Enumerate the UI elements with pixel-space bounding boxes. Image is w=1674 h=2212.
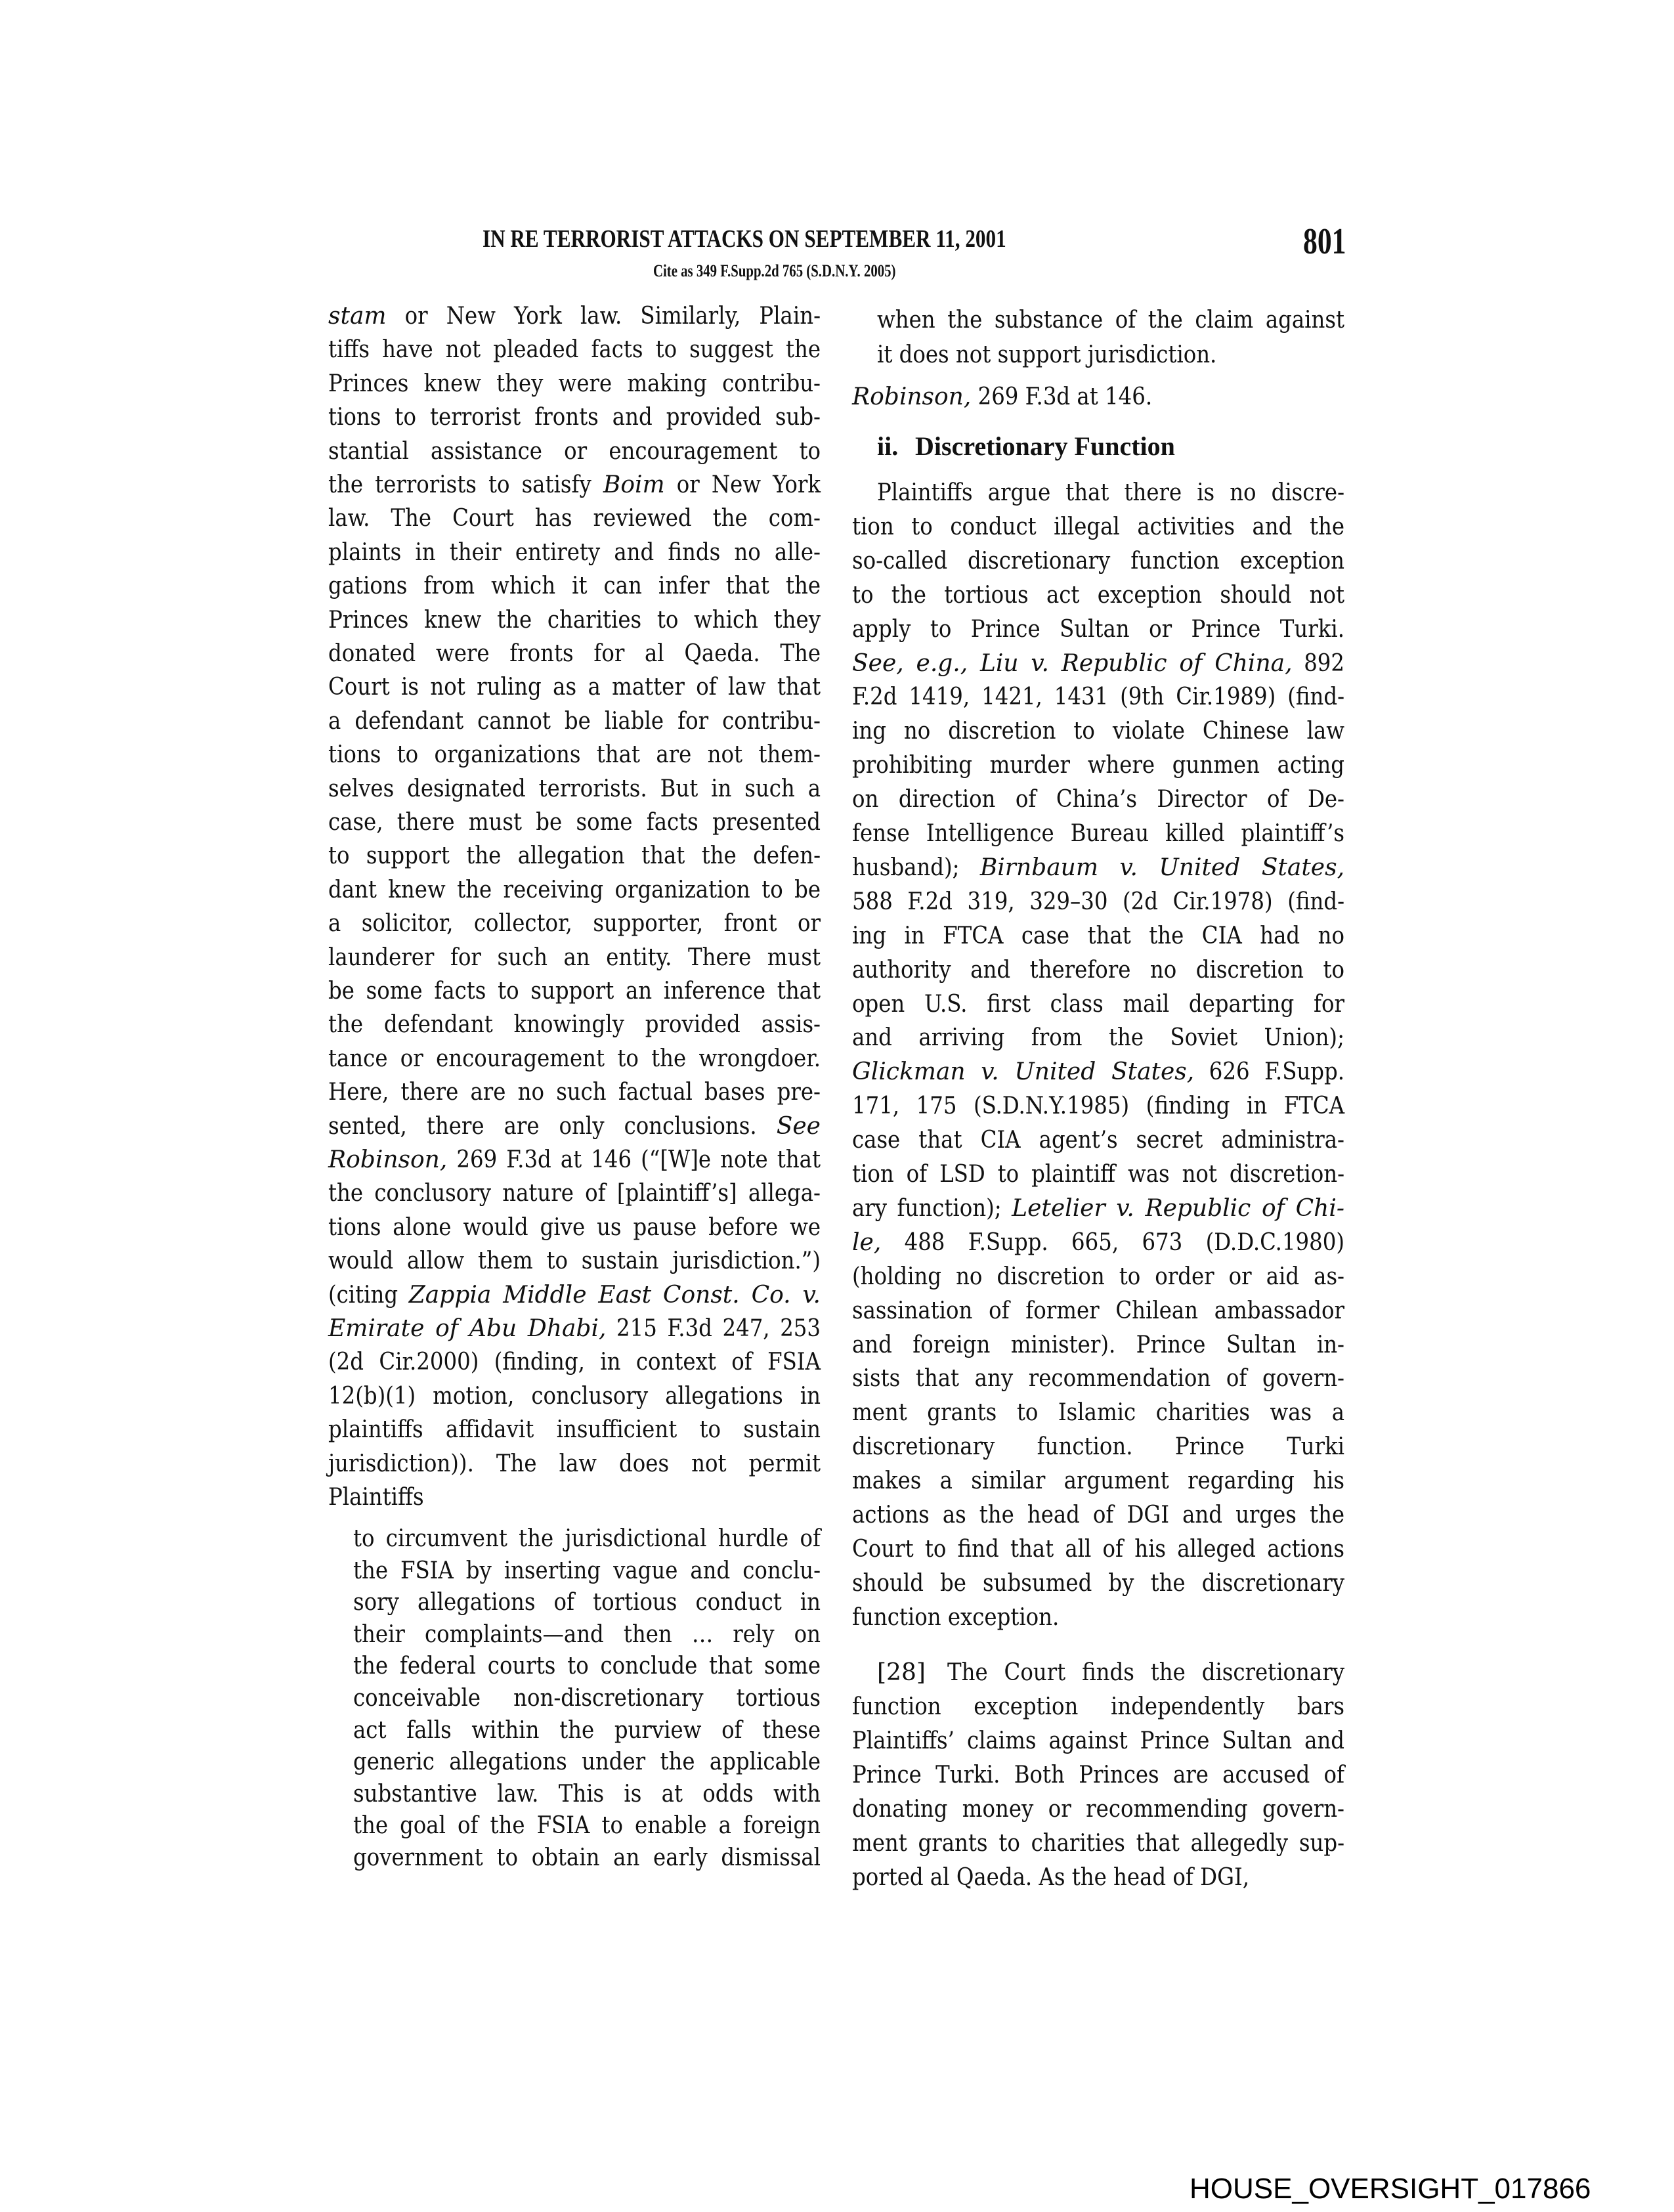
body-text-line [328, 943, 821, 971]
body-text-line [852, 581, 1344, 609]
text-run: Court to find that all of his alleged actions [852, 1535, 1344, 1563]
text-run: sented, there are only conclusions. [328, 1112, 777, 1140]
text-run: to support the allegation that the defen- [328, 842, 821, 870]
text-run: their complaints—and then … rely on [353, 1620, 821, 1648]
body-text-line [852, 615, 1344, 643]
text-run: ary function); [852, 1194, 1012, 1222]
body-text-line [852, 649, 1344, 677]
text-run: Plaintiffs argue that there is no discre- [877, 479, 1344, 506]
text-run: apply to Prince Sultan or Prince Turki. [852, 615, 1344, 643]
text-run: makes a similar argument regarding his [852, 1467, 1344, 1495]
block-quote-line [353, 1846, 821, 1870]
text-run: or New York law. Similarly, Plain- [386, 303, 821, 330]
body-text-line [328, 1418, 821, 1442]
body-text-line [328, 1081, 821, 1104]
italic-citation: Emirate of Abu Dhabi, [328, 1315, 607, 1342]
body-text-line [852, 515, 1344, 539]
text-run: act falls within the purview of these [353, 1716, 821, 1744]
text-run: (citing [328, 1281, 409, 1309]
body-text-line [328, 980, 821, 1003]
body-text-line [852, 1129, 1344, 1152]
text-run: function exception. [852, 1603, 1060, 1631]
text-run: conceivable non-discretionary tortious [353, 1685, 821, 1712]
body-text-line [852, 1535, 1344, 1563]
body-text-line [852, 1729, 1344, 1753]
body-text-line [852, 720, 1344, 743]
text-run: the FSIA by inserting vague and conclu- [353, 1557, 821, 1584]
text-run: 588 F.2d 319, 329–30 (2d Cir.1978) (find- [852, 888, 1344, 915]
block-quote-line [353, 1814, 821, 1838]
text-run: a solicitor, collector, supporter, front or [328, 910, 821, 938]
italic-citation: Boim [603, 471, 665, 498]
text-run: plaints in their entirety and finds no alle- [328, 538, 821, 566]
body-text-line [852, 990, 1344, 1018]
body-text-line [852, 1504, 1344, 1527]
page-number: 801 [1303, 221, 1346, 262]
body-text-line [328, 305, 821, 328]
bates-number: HOUSE_OVERSIGHT_017866 [1190, 2173, 1591, 2205]
text-run: ported al Qaeda. As the head of DGI, [852, 1864, 1250, 1891]
block-quote-line [353, 1716, 821, 1744]
text-run: donated were fronts for al Qaeda. The [328, 640, 821, 667]
running-title: IN RE TERRORIST ATTACKS ON SEPTEMBER 11, 2001 [483, 225, 1006, 253]
text-run: 892 [1292, 649, 1344, 677]
body-text-line [852, 1401, 1344, 1425]
text-run: to the tortious act exception should not [852, 581, 1344, 609]
body-text-line [328, 1452, 821, 1476]
text-run: plaintiffs affidavit insufficient to sustain [328, 1416, 821, 1444]
text-run: would allow them to sustain jurisdiction.”) [328, 1247, 821, 1275]
text-run: sists that any recommendation of govern- [852, 1365, 1344, 1393]
body-text-line [328, 406, 821, 429]
text-run: case, there must be some facts presented [328, 809, 821, 836]
body-text-line [328, 575, 821, 598]
body-text-line [852, 788, 1344, 812]
italic-citation: See [776, 1112, 821, 1140]
body-text-line [852, 1695, 1344, 1719]
text-run: ing no discretion to violate Chinese law [852, 718, 1344, 745]
text-run: gations from which it can infer that the [328, 573, 821, 600]
body-text-line [852, 1435, 1344, 1459]
body-text-line [328, 606, 821, 634]
text-run: Princes knew the charities to which they [328, 606, 821, 634]
body-text-line [328, 1281, 821, 1309]
text-run: ment grants to Islamic charities was a [852, 1399, 1344, 1427]
text-run: 269 F.3d at 146 (“[W]e note that [447, 1146, 821, 1173]
text-run: dant knew the receiving organization to be [328, 876, 821, 903]
body-text-line [852, 1603, 1344, 1631]
text-run: the conclusory nature of [plaintiff’s] allega- [328, 1180, 821, 1207]
text-run: on direction of China’s Director of De- [852, 786, 1344, 813]
text-run: and foreign minister). Prince Sultan in- [852, 1331, 1344, 1358]
italic-citation: Birnbaum v. United States, [979, 854, 1345, 881]
body-text-line [852, 1095, 1344, 1118]
text-run: the defendant knowingly provided assis- [328, 1011, 821, 1039]
italic-citation: le, [852, 1228, 882, 1256]
text-run: and arriving from the Soviet Union); [852, 1024, 1344, 1052]
text-run: tance or encouragement to the wrongdoer. [328, 1045, 821, 1072]
text-run: a defendant cannot be liable for contribu- [328, 707, 821, 735]
text-run: when the substance of the claim against [877, 307, 1344, 334]
text-run: Princes knew they were making contribu- [328, 370, 821, 397]
text-run: launderer for such an entity. There must [328, 943, 821, 971]
body-text-line [328, 912, 821, 936]
text-run: should be subsumed by the discretionary [852, 1569, 1344, 1597]
block-quote-line [353, 1527, 821, 1551]
body-text-line [328, 473, 821, 497]
body-text-line [852, 1331, 1344, 1358]
block-quote-line [353, 1591, 821, 1615]
body-text-line [328, 1486, 821, 1509]
left-column [328, 0, 821, 2212]
quote-source-line [852, 385, 1344, 409]
section-title: Discretionary Function [915, 431, 1175, 461]
text-run: fense Intelligence Bureau killed plaintiff’s [852, 820, 1344, 847]
text-run: Plaintiffs [328, 1484, 424, 1511]
block-quote-line [877, 309, 1344, 332]
body-text-line [328, 1148, 821, 1172]
section-heading [877, 433, 1175, 460]
body-text-line [328, 372, 821, 396]
text-run: 269 F.3d at 146. [971, 383, 1153, 410]
body-text-line [852, 1569, 1344, 1597]
body-text-line [328, 777, 821, 801]
text-run: F.2d 1419, 1421, 1431 (9th Cir.1989) (find- [852, 683, 1344, 711]
text-run: actions as the head of DGI and urges the [852, 1502, 1344, 1529]
text-run: prohibiting murder where gunmen acting [852, 752, 1344, 779]
body-text-line [852, 924, 1344, 948]
text-run: donating money or recommending govern- [852, 1796, 1344, 1823]
italic-citation: Letelier v. Republic of Chi- [1012, 1194, 1344, 1222]
text-run: (holding no discretion to order or aid as- [852, 1263, 1344, 1290]
text-run: tions to terrorist fronts and provided sub- [328, 404, 821, 431]
text-run: tion of LSD to plaintiff was not discretion- [852, 1161, 1344, 1188]
body-text-line [328, 1351, 821, 1374]
text-run: The Court finds the discretionary [947, 1659, 1344, 1686]
italic-citation: Zappia Middle East Const. Co. v. [408, 1281, 821, 1309]
block-quote-line [353, 1750, 821, 1774]
italic-citation: stam [328, 303, 387, 330]
body-text-line [852, 856, 1344, 880]
text-run: function exception independently bars [852, 1693, 1344, 1720]
body-text-line [328, 642, 821, 666]
body-text-line [852, 1469, 1344, 1493]
body-text-line [852, 1163, 1344, 1186]
text-run: it does not support jurisdiction. [877, 341, 1217, 368]
body-text-line [328, 1317, 821, 1341]
body-text-line [328, 1182, 821, 1205]
body-text-line [852, 1265, 1344, 1289]
italic-citation: Robinson, [852, 383, 972, 410]
text-run: tiffs have not pleaded facts to suggest the [328, 336, 821, 364]
text-run: ment grants to charities that allegedly sup- [852, 1830, 1344, 1857]
text-run: generic allegations under the applicable [353, 1748, 821, 1776]
text-run: tions to organizations that are not them- [328, 741, 821, 769]
text-run: to circumvent the jurisdictional hurdle of [353, 1525, 821, 1552]
text-run: be some facts to support an inference that [328, 978, 821, 1005]
body-text-line [852, 956, 1344, 984]
block-quote-line [353, 1780, 821, 1808]
body-text-line [328, 1249, 821, 1273]
body-text-line [852, 1866, 1344, 1890]
text-run: 215 F.3d 247, 253 [606, 1315, 821, 1342]
text-run: sory allegations of tortious conduct in [353, 1589, 821, 1616]
body-text-line [328, 507, 821, 531]
body-text-line [852, 1026, 1344, 1050]
text-run: selves designated terrorists. But in such a [328, 775, 821, 802]
body-text-line [328, 437, 821, 465]
body-text-line [947, 1661, 1344, 1685]
text-run: Here, there are no such factual bases pre- [328, 1079, 821, 1106]
block-quote-line [353, 1620, 821, 1648]
text-run: Prince Turki. Both Princes are accused of [852, 1762, 1344, 1789]
text-run: Plaintiffs’ claims against Prince Sultan and [852, 1727, 1344, 1754]
right-column [852, 0, 1344, 2212]
body-text-line [328, 676, 821, 699]
block-quote-line [877, 343, 1344, 367]
text-run: jurisdiction)). The law does not permit [328, 1450, 821, 1477]
body-text-line [852, 1832, 1344, 1855]
body-text-line [328, 811, 821, 835]
text-run: 171, 175 (S.D.N.Y.1985) (finding in FTCA [852, 1093, 1344, 1120]
text-run: so-called discretionary function exception [852, 547, 1344, 575]
text-run: 488 F.Supp. 665, 673 (D.D.C.1980) [881, 1228, 1344, 1256]
body-text-line [852, 1798, 1344, 1821]
body-text-line [328, 743, 821, 767]
body-text-line [328, 1013, 821, 1037]
text-run: discretionary function. Prince Turki [852, 1433, 1344, 1461]
body-text-line [328, 707, 821, 735]
block-quote-line [353, 1655, 821, 1678]
text-run: sassination of former Chilean ambassador [852, 1297, 1344, 1324]
body-text-line [852, 685, 1344, 709]
text-run: 626 F.Supp. [1194, 1058, 1344, 1086]
body-text-line [328, 338, 821, 362]
italic-citation: See, e.g., Liu v. Republic of China, [852, 649, 1293, 677]
headnote-number: [28] [877, 1659, 926, 1686]
text-run: the federal courts to conclude that some [353, 1653, 821, 1680]
text-run: substantive law. This is at odds with [353, 1780, 821, 1808]
italic-citation: Robinson, [328, 1146, 448, 1173]
italic-citation: Glickman v. United States, [852, 1058, 1195, 1086]
body-text-line [328, 878, 821, 902]
body-text-line [328, 1112, 821, 1140]
body-text-line [328, 1047, 821, 1071]
body-text-line [328, 538, 821, 566]
text-run: case that CIA agent’s secret administra- [852, 1127, 1344, 1154]
text-run: 12(b)(1) motion, conclusory allegations in [328, 1382, 821, 1410]
body-text-line [852, 547, 1344, 575]
text-run: husband); [852, 854, 980, 881]
text-run: the goal of the FSIA to enable a foreign [353, 1812, 821, 1840]
text-run: tion to conduct illegal activities and the [852, 513, 1344, 540]
text-run: the terrorists to satisfy [328, 471, 603, 498]
body-text-line [852, 822, 1344, 846]
body-text-line [852, 1228, 1344, 1256]
text-run: Court is not ruling as a matter of law that [328, 674, 821, 701]
text-run: open U.S. first class mail departing for [852, 990, 1344, 1018]
body-text-line [852, 1764, 1344, 1787]
body-text-line [852, 890, 1344, 914]
body-text-line [852, 1060, 1344, 1084]
body-text-line [852, 754, 1344, 777]
text-run: (2d Cir.2000) (finding, in context of FSIA [328, 1349, 821, 1376]
text-run: tions alone would give us pause before we [328, 1213, 821, 1241]
text-run: government to obtain an early dismissal [353, 1844, 821, 1871]
body-text-line [328, 844, 821, 868]
text-run: ing in FTCA case that the CIA had no [852, 922, 1344, 949]
body-text-line [328, 1382, 821, 1410]
citation-line: Cite as 349 F.Supp.2d 765 (S.D.N.Y. 2005) [653, 261, 896, 280]
text-run: law. The Court has reviewed the com- [328, 505, 821, 532]
block-quote-line [353, 1559, 821, 1583]
body-text-line [852, 1367, 1344, 1391]
section-number: ii. [877, 431, 899, 461]
body-text-line [852, 1194, 1344, 1222]
text-run: authority and therefore no discretion to [852, 956, 1344, 984]
body-text-line [852, 481, 1344, 505]
body-text-line [328, 1213, 821, 1241]
body-text-line [852, 1299, 1344, 1323]
block-quote-line [353, 1687, 821, 1710]
text-run: stantial assistance or encouragement to [328, 437, 821, 465]
text-run: or New York [664, 471, 821, 498]
